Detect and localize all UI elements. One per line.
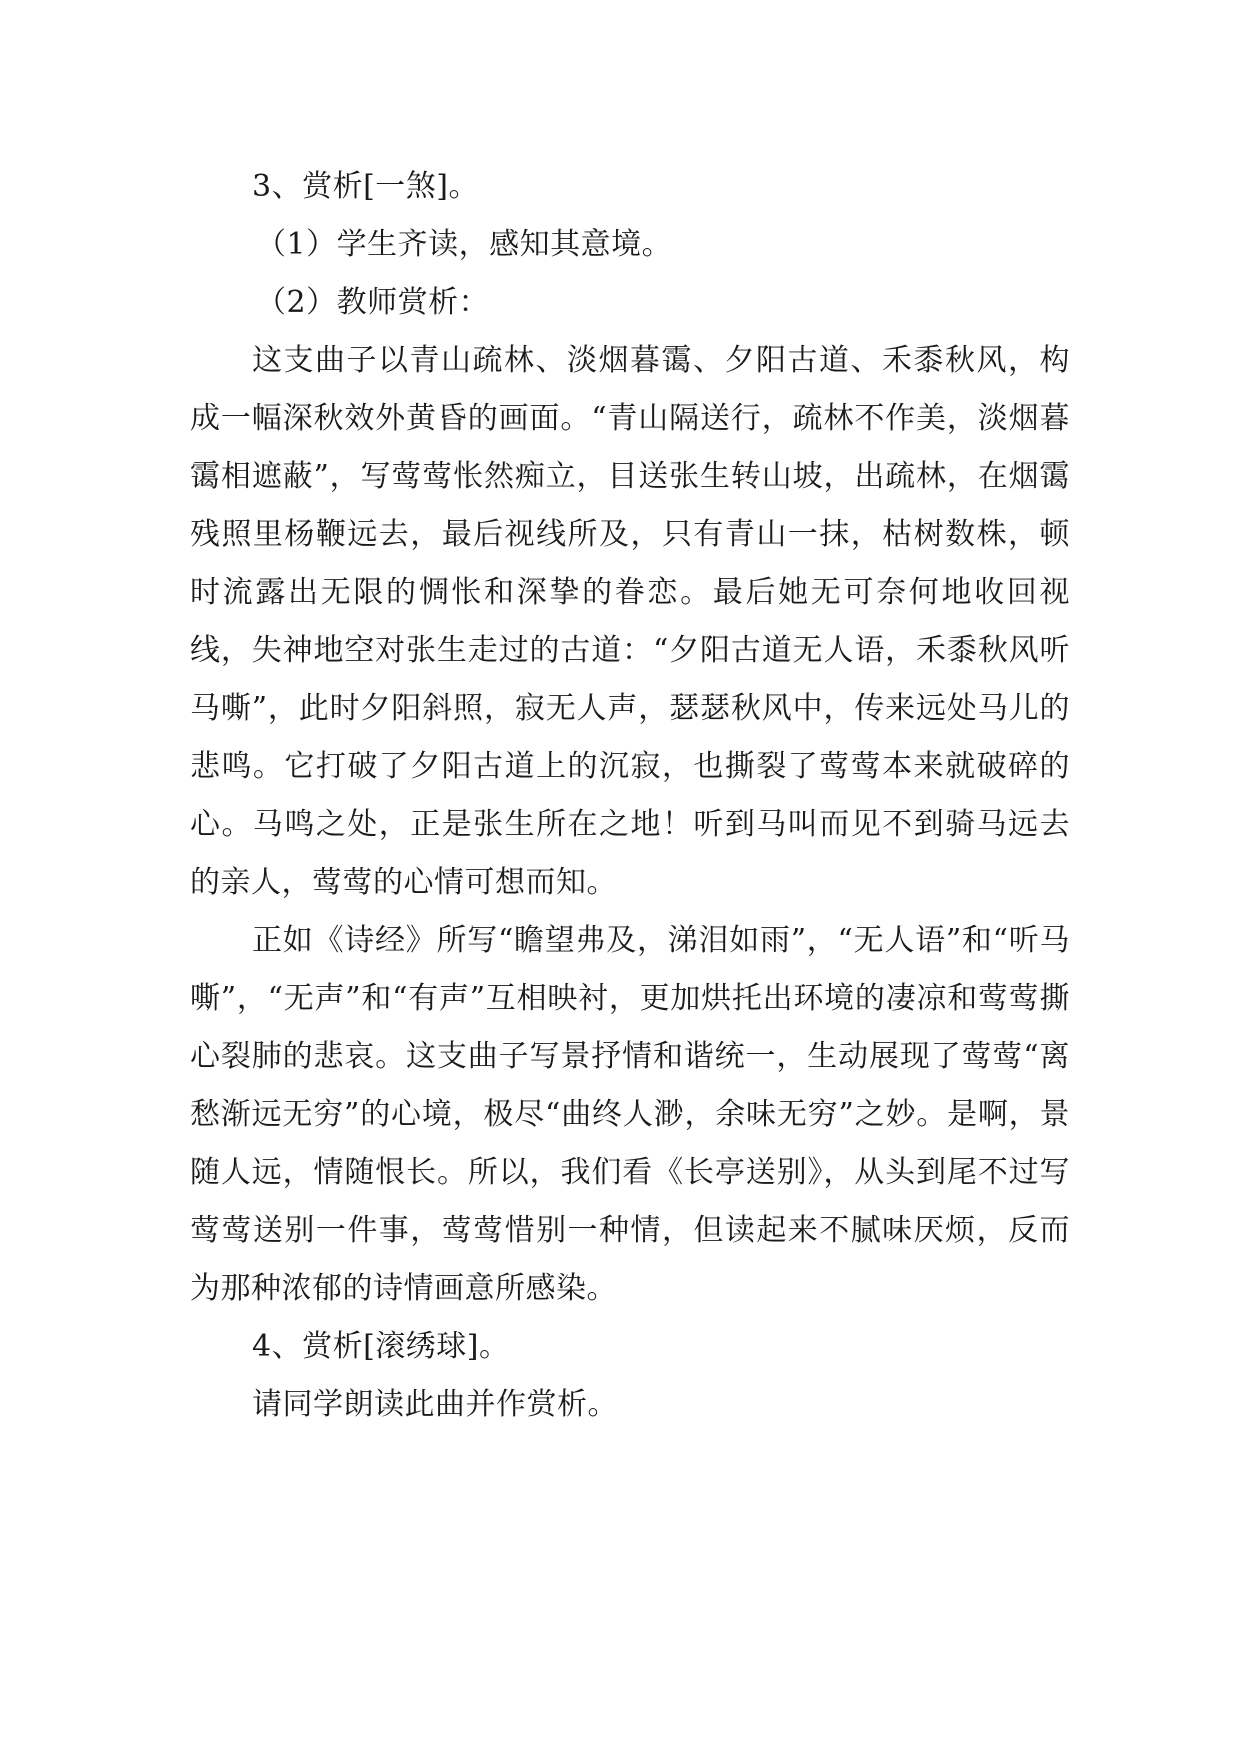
section-4-heading: 4、赏析[滚绣球]。 bbox=[252, 1329, 510, 1364]
section-3-heading: 3、赏析[一煞]。 bbox=[252, 169, 479, 204]
document-body bbox=[190, 158, 1070, 1434]
analysis-paragraph-2: 正如《诗经》所写“瞻望弗及，涕泪如雨”，“无人语”和“听马嘶”，“无声”和“有声”互相映衬，更加烘托出环境的凄凉和莺莺撕心裂肺的悲哀。这支曲子写景抒情和谐统一，生动展现了莺莺“离愁渐远无穷”的心境，极尽“曲终人渺，余味无穷”之妙。是啊，景随人远，情随恨长。所以，我们看《长亭送别》，从头到尾不过写莺莺送别一件事，莺莺惜别一种情，但读起来不腻味厌烦，反而为那种浓郁的诗情画意所感染。 bbox=[190, 923, 1070, 1306]
step-2-text: （2）教师赏析： bbox=[256, 285, 490, 320]
step-1-text: （1）学生齐读，感知其意境。 bbox=[256, 227, 673, 262]
instruction-paragraph: 请同学朗读此曲并作赏析。 bbox=[252, 1387, 618, 1422]
analysis-paragraph-1: 这支曲子以青山疏林、淡烟暮霭、夕阳古道、禾黍秋风，构成一幅深秋效外黄昏的画面。“青山隔送行，疏林不作美，淡烟暮霭相遮蔽”，写莺莺怅然痴立，目送张生转山坡，出疏林，在烟霭残照里杨鞭远去，最后视线所及，只有青山一抹，枯树数株，顿时流露出无限的惆怅和深挚的眷恋。最后她无可奈何地收回视线，失神地空对张生走过的古道：“夕阳古道无人语，禾黍秋风听马嘶”，此时夕阳斜照，寂无人声，瑟瑟秋风中，传来远处马儿的悲鸣。它打破了夕阳古道上的沉寂，也撕裂了莺莺本来就破碎的心。马鸣之处，正是张生所在之地！听到马叫而见不到骑马远去的亲人，莺莺的心情可想而知。 bbox=[190, 343, 1070, 900]
